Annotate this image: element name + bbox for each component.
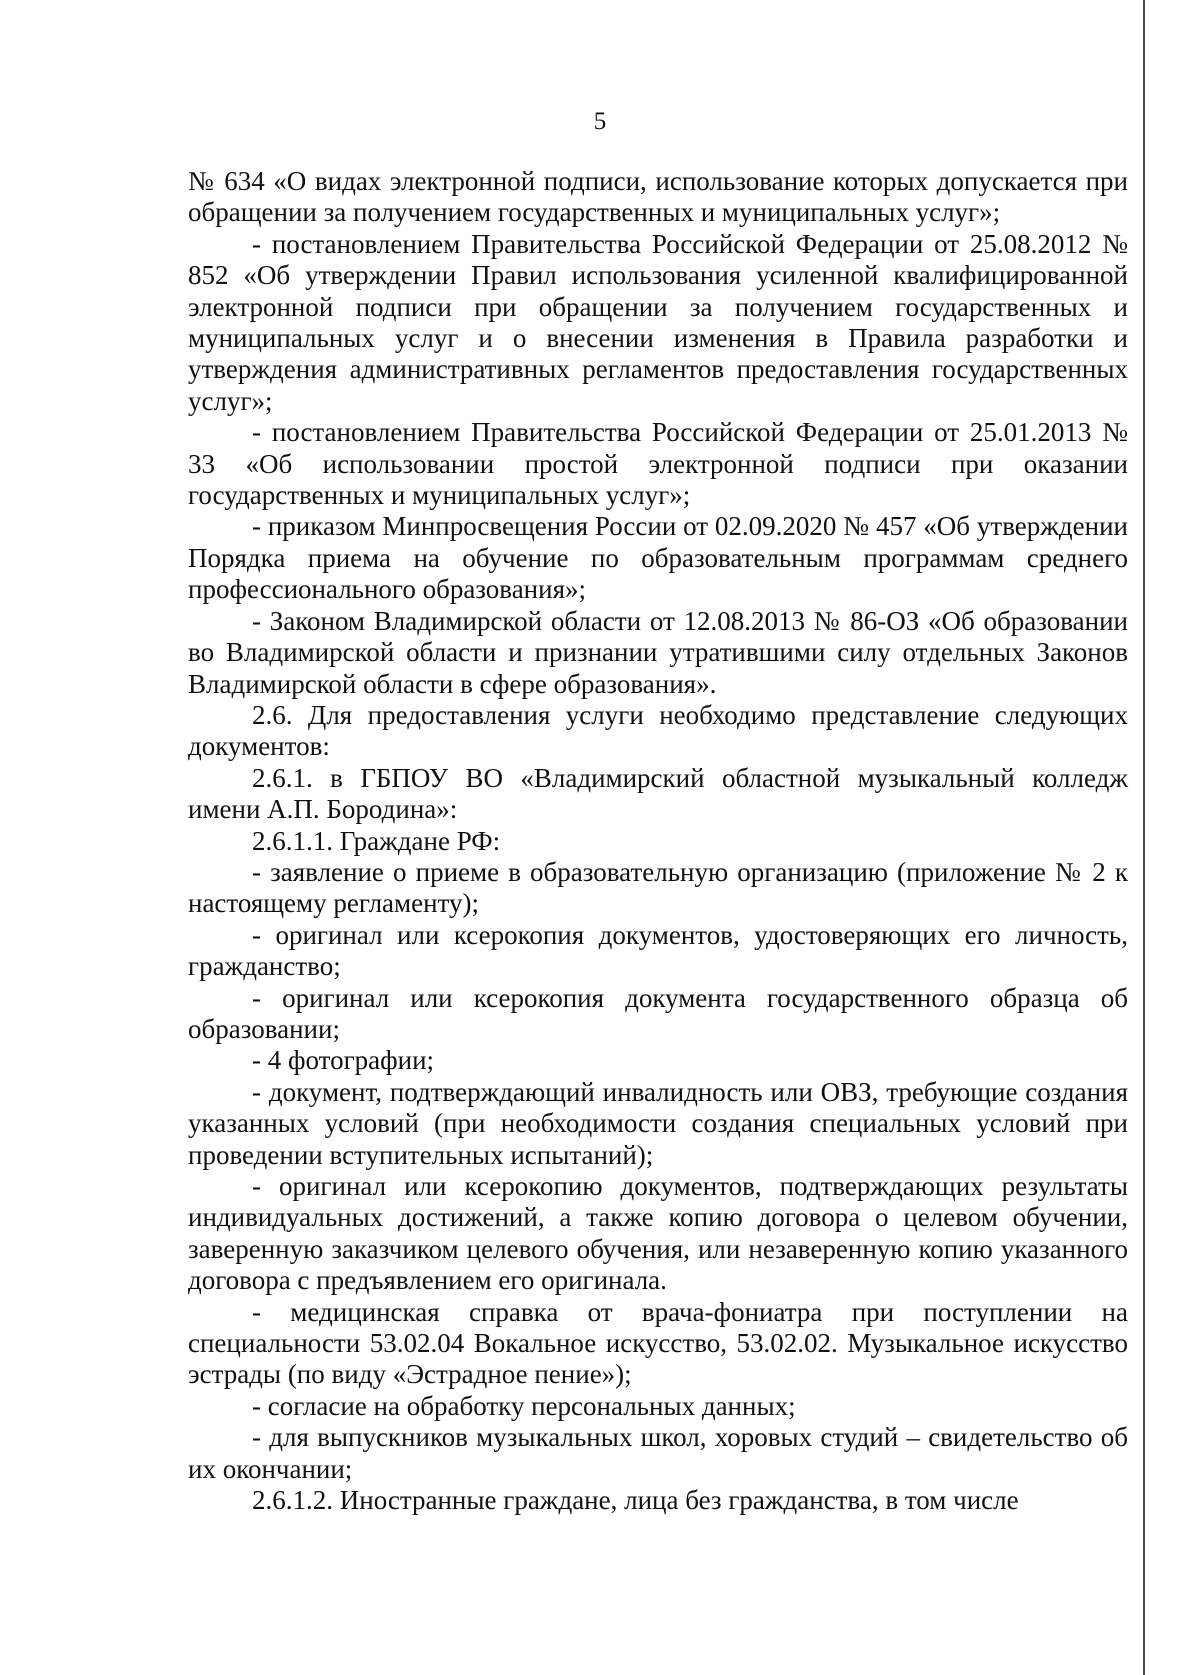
paragraph-order-457: - приказом Минпросвещения России от 02.09.2020 № 457 «Об утверждении Порядка приема на обучение по образовательным программам среднего профессионального образования»; xyxy=(188,511,1128,605)
paragraph-section-2-6-1: 2.6.1. в ГБПОУ ВО «Владимирский областной музыкальный колледж имени А.П. Бородина»: xyxy=(188,762,1128,825)
list-item-photos: - 4 фотографии; xyxy=(252,1045,435,1076)
paragraph-decree-33: - постановлением Правительства Российской Федерации от 25.01.2013 № 33 «Об использовании простой электронной подписи при оказании государственных и муниципальных услуг»; xyxy=(188,417,1128,511)
paragraph-continuation: № 634 «О видах электронной подписи, использование которых допускается при обращении за получением государственных и муниципальных услуг»; xyxy=(188,166,1128,228)
paragraph-section-2-6-1-2: 2.6.1.2. Иностранные граждане, лица без гражданства, в том числе xyxy=(252,1485,1019,1516)
paragraph-law-86-oz: - Законом Владимирской области от 12.08.2013 № 86-ОЗ «Об образовании во Владимирской области и признании утратившими силу отдельных Законов Владимирской области в сфере образования». xyxy=(188,605,1128,699)
paragraph-decree-852: - постановлением Правительства Российской Федерации от 25.08.2012 № 852 «Об утверждении Правил использования усиленной квалифицированной электронной подписи при обращении за получением государственных и муниципальных услуг и о внесении изменения в Правила разработки и утверждения административных регламентов предоставления государственных услуг»; xyxy=(188,228,1128,416)
paragraph-section-2-6: 2.6. Для предоставления услуги необходимо представление следующих документов: xyxy=(188,699,1128,762)
document-body xyxy=(188,166,1128,1516)
list-item-achievements-documents: - оригинал или ксерокопию документов, подтверждающих результаты индивидуальных достижений, а также копию договора о целевом обучении, заверенную заказчиком целевого обучения, или незаверенную копию указанного договора с предъявлением его оригинала. xyxy=(188,1171,1128,1296)
list-item-medical-certificate: - медицинская справка от врача-фониатра при поступлении на специальности 53.02.04 Вокальное искусство, 53.02.02. Музыкальное искусство эстрады (по виду «Эстрадное пение»); xyxy=(188,1296,1128,1390)
list-item-music-school-certificate: - для выпускников музыкальных школ, хоровых студий – свидетельство об их окончании; xyxy=(188,1422,1128,1484)
paragraph-section-2-6-1-1: 2.6.1.1. Граждане РФ: xyxy=(252,825,501,856)
list-item-disability-document: - документ, подтверждающий инвалидность или ОВЗ, требующие создания указанных условий (при необходимости создания специальных условий при проведении вступительных испытаний); xyxy=(188,1076,1128,1170)
page-number: 5 xyxy=(593,108,607,135)
list-item-application: - заявление о приеме в образовательную организацию (приложение № 2 к настоящему регламенту); xyxy=(188,856,1128,919)
scan-edge-line xyxy=(1143,0,1145,1675)
list-item-identity-documents: - оригинал или ксерокопия документов, удостоверяющих его личность, гражданство; xyxy=(188,919,1128,982)
list-item-education-document: - оригинал или ксерокопия документа государственного образца об образовании; xyxy=(188,982,1128,1044)
list-item-personal-data-consent: - согласие на обработку персональных данных; xyxy=(252,1390,796,1421)
